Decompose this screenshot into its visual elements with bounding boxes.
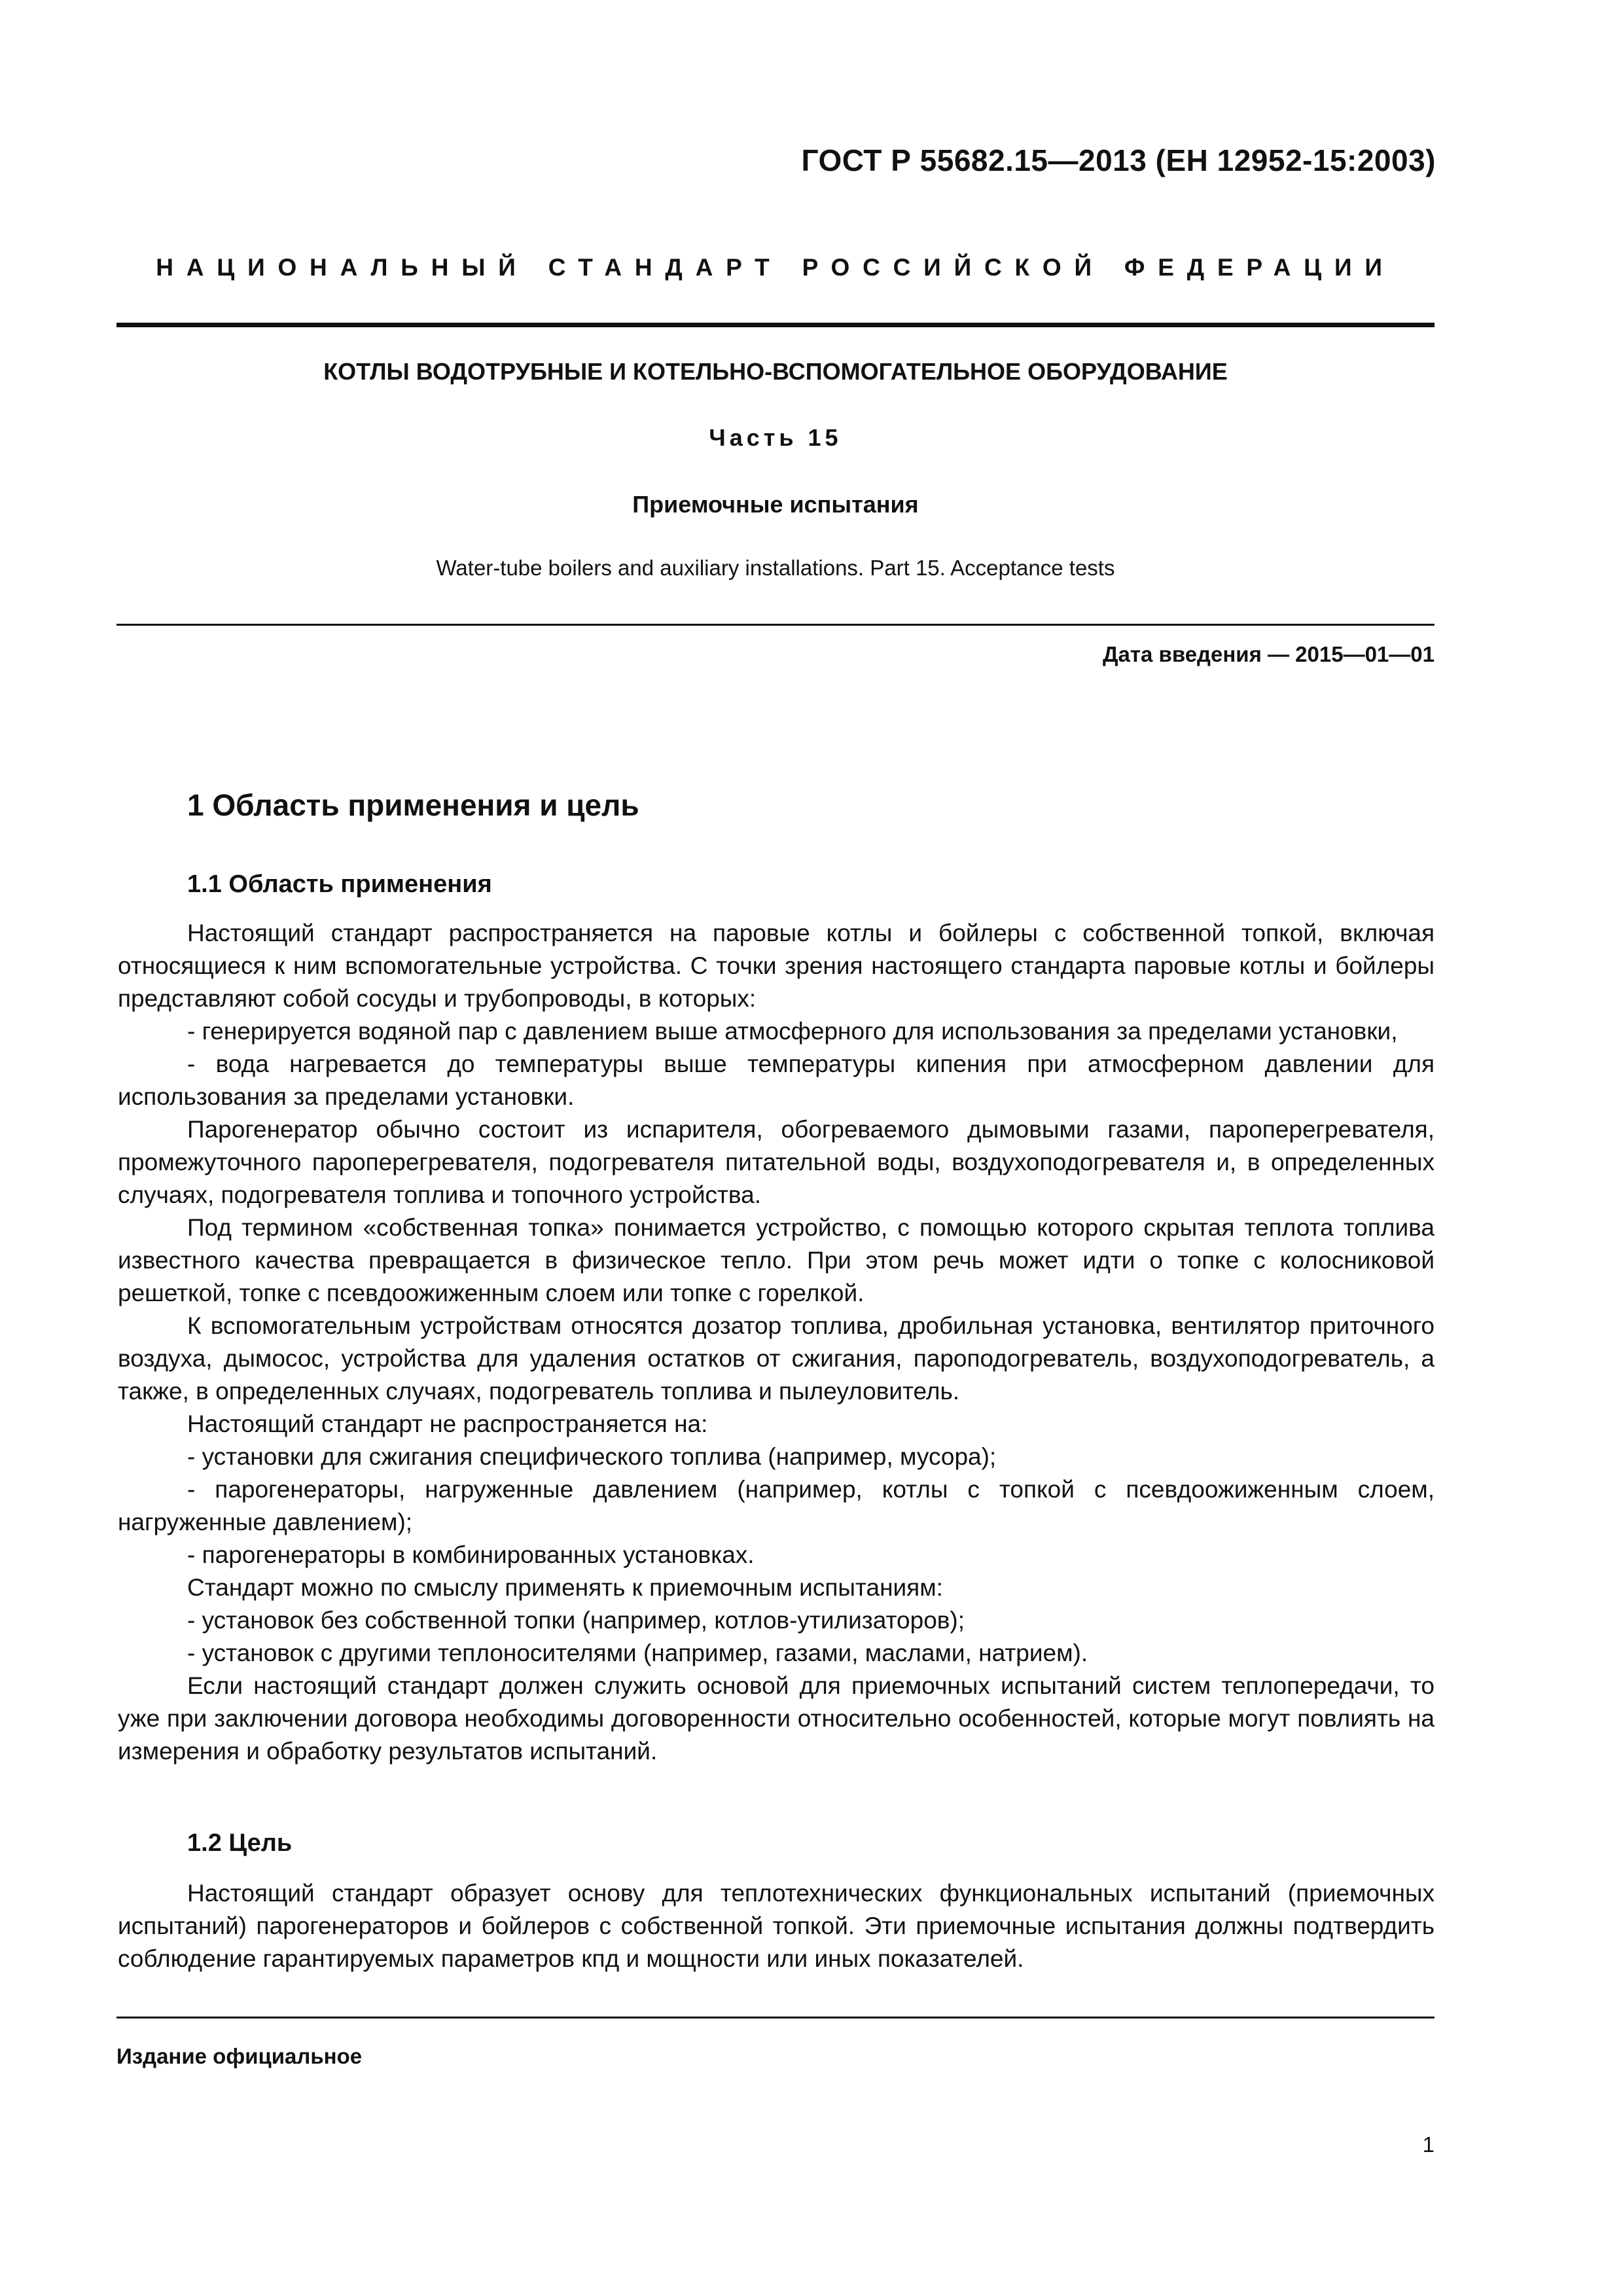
header-rule xyxy=(116,323,1435,327)
scope-text xyxy=(118,917,1435,1768)
list-item: - вода нагревается до температуры выше температуры кипения при атмосферном давлении для использования за пределами установки. xyxy=(118,1050,1435,1110)
list-item: - установок с другими теплоносителями (например, газами, маслами, натрием). xyxy=(187,1640,1088,1666)
section-heading: 1 Область применения и цель xyxy=(187,788,639,822)
purpose-text xyxy=(118,1877,1435,1975)
document-subtitle: Приемочные испытания xyxy=(632,491,919,518)
english-title: Water-tube boilers and auxiliary installations. Part 15. Acceptance tests xyxy=(436,556,1115,580)
paragraph: К вспомогательным устройствам относятся дозатор топлива, дробильная установка, вентилятор приточного воздуха, дымосос, устройства для удаления остатков от сжигания, пароподогреватель, воздухоподогреватель, а также, в определенных случаях, подогреватель топлива и пылеуловитель. xyxy=(118,1312,1435,1405)
paragraph: Если настоящий стандарт должен служить основой для приемочных испытаний систем теплопередачи, то уже при заключении договора необходимы договоренности относительно особенностей, которые могут повлиять на измерения и обработку результатов испытаний. xyxy=(118,1672,1435,1765)
list-item: - парогенераторы, нагруженные давлением (например, котлы с топкой с псевдоожиженным слоем, нагруженные давлением); xyxy=(118,1476,1435,1535)
subsection-heading: 1.1 Область применения xyxy=(187,870,492,898)
paragraph: Стандарт можно по смыслу применять к приемочным испытаниям: xyxy=(187,1574,943,1601)
page-number: 1 xyxy=(1422,2132,1435,2157)
introduction-date: Дата введения — 2015—01—01 xyxy=(1103,642,1435,666)
part-number: Часть 15 xyxy=(709,424,842,451)
footer-rule xyxy=(116,2017,1435,2018)
paragraph: Настоящий стандарт распространяется на паровые котлы и бойлеры с собственной топкой, включая относящиеся к ним вспомогательные устройства. С точки зрения настоящего стандарта паровые котлы и бойлеры представляют собой сосуды и трубопроводы, в которых: xyxy=(118,920,1435,1012)
paragraph: Настоящий стандарт образует основу для теплотехнических функциональных испытаний (приемочных испытаний) парогенераторов и бойлеров с собственной топкой. Эти приемочные испытания должны подтвердить соблюдение гарантируемых параметров кпд и мощности или иных показателей. xyxy=(118,1880,1435,1972)
official-edition-label: Издание официальное xyxy=(116,2044,363,2068)
paragraph: Под термином «собственная топка» понимается устройство, с помощью которого скрытая теплота топлива известного качества превращается в физическое тепло. При этом речь может идти о топке с колосниковой решеткой, топке с псевдоожиженным слоем или топке с горелкой. xyxy=(118,1214,1435,1306)
list-item: - генерируется водяной пар с давлением выше атмосферного для использования за пределами установки, xyxy=(187,1018,1398,1045)
list-item: - установки для сжигания специфического топлива (например, мусора); xyxy=(187,1443,997,1470)
document-title: КОТЛЫ ВОДОТРУБНЫЕ И КОТЕЛЬНО-ВСПОМОГАТЕЛЬНОЕ ОБОРУДОВАНИЕ xyxy=(323,358,1228,385)
national-standard-banner: НАЦИОНАЛЬНЫЙ СТАНДАРТ РОССИЙСКОЙ ФЕДЕРАЦИИ xyxy=(156,254,1395,281)
paragraph: Парогенератор обычно состоит из испарителя, обогреваемого дымовыми газами, пароперегревателя, промежуточного пароперегревателя, подогревателя питательной воды, воздухоподогревателя и, в определенных случаях, подогревателя топлива и топочного устройства. xyxy=(118,1116,1435,1208)
paragraph: Настоящий стандарт не распространяется на: xyxy=(187,1410,708,1437)
standard-designation: ГОСТ Р 55682.15—2013 (ЕН 12952-15:2003) xyxy=(801,143,1436,177)
title-rule xyxy=(116,624,1435,626)
list-item: - парогенераторы в комбинированных установках. xyxy=(187,1541,755,1568)
list-item: - установок без собственной топки (например, котлов-утилизаторов); xyxy=(187,1607,965,1634)
subsection-heading: 1.2 Цель xyxy=(187,1829,293,1857)
